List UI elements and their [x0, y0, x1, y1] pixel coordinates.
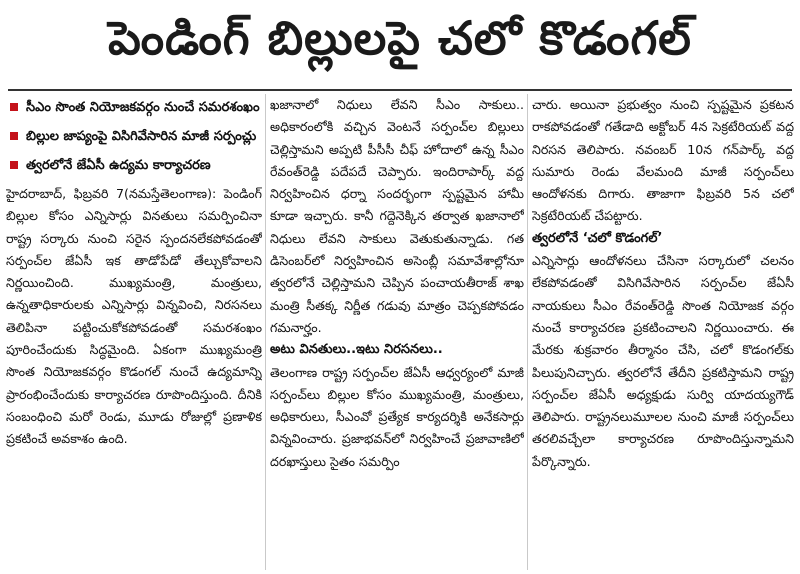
column-1 [6, 94, 262, 570]
article-paragraph: చారు. అయినా ప్రభుత్వం నుంచి స్పష్టమైన ప్రకటన రాకపోవడంతో గతేడాది అక్టోబర్ 4న సెక్రటేరియట్ వద్ద నిరసన తెలిపారు. నవంబర్ 10న గన్‌పార్క్ వద్ద సుమారు రెండు వేలమంది మాజీ సర్పంచ్‌లు ఆందోళనకు దిగారు. తాజాగా ఫిబ్రవరి 5న చలో సెక్రటేరియట్ చేపట్టారు. [532, 97, 794, 224]
highlight-bullet [6, 96, 262, 119]
column-divider [527, 94, 528, 570]
red-square-bullet-icon [10, 161, 18, 169]
article-paragraph: ఖజానాలో నిధులు లేవని సీఎం సాకులు.. అధికారంలోకి వచ్చిన వెంటనే సర్పంచ్‌ల బిల్లులు చెల్లిస్తామని అప్పటి పీసీసీ చీఫ్ హోదాలో ఉన్న సీఎం రేవంత్‌రెడ్డి పదేపదే చెప్పారు. ఇందిరాపార్క్ వద్ద నిర్వహించిన ధర్నా సందర్భంగా స్పష్టమైన హామీ కూడా ఇచ్చారు. కానీ గద్దెనెక్కిన తర్వాత ఖజానాలో నిధులు లేవని సాకులు వెతుకుతున్నాడు. గత డిసెంబర్‌లో నిర్వహించిన అసెంబ్లీ సమావేశాల్లోనూ త్వరలోనే చెల్లిస్తామని చెప్పిన పంచాయతీరాజ్ శాఖ మంత్రి సీతక్క నిర్ణీత గడువు మాత్రం చెప్పకపోవడం గమనార్హం. [270, 97, 524, 335]
highlight-text: బిల్లుల జాప్యంపై విసిగివేసారిన మాజీ సర్పంచ్లు [26, 129, 257, 144]
headline: పెండింగ్ బిల్లులపై చలో కొడంగల్ [108, 11, 692, 65]
column-divider [265, 94, 266, 570]
column-3 [532, 94, 794, 570]
article-paragraph: తెలంగాణ రాష్ట్ర సర్పంచ్‌ల జేఏసీ ఆధ్వర్యంలో మాజీ సర్పంచ్‌లు బిల్లుల కోసం ముఖ్యమంత్రి, మంత్రులు, అధికారులు, సీఎంవో ప్రత్యేక కార్యదర్శికి అనేకసార్లు విన్నవించారు. ప్రజాభవన్‌లో నిర్వహించే ప్రజావాణిలో దరఖాస్తులు సైతం సమర్పిం [270, 364, 524, 469]
highlight-text: సీఎం సొంత నియోజకవర్గం నుంచే సమరశంఖం [26, 100, 260, 115]
highlight-bullet [6, 125, 262, 148]
article-paragraph: ఎన్నిసార్లు ఆందోళనలు చేసినా సర్కారులో చలనం లేకపోవడంతో విసిగివేసారిన సర్పంచ్‌ల జేఏసీ నాయకులు సీఎం రేవంత్‌రెడ్డి సొంత నియోజక వర్గం నుంచే కార్యాచరణ ప్రకటించాలని నిర్ణయించారు. ఈ మేరకు శుక్రవారం తీర్మానం చేసి, చలో కొడంగల్‌కు పిలుపునిచ్చారు. త్వరలోనే తేదీని ప్రకటిస్తామని రాష్ట్ర సర్పంచ్‌ల జేఏసీ అధ్యక్షుడు సుర్వి యాదయ్యగౌడ్ తెలిపారు. రాష్ట్రనలుమూలల నుంచి మాజీ సర్పంచ్‌లు తరలివచ్చేలా కార్యాచరణ రూపొందిస్తున్నామని పేర్కొన్నారు. [532, 253, 794, 469]
section-subheading: అటు వినతులు..ఇటు నిరసనలు.. [270, 342, 443, 358]
section-subheading: త్వరలోనే ‘చలో కొడంగల్’ [532, 230, 663, 246]
red-square-bullet-icon [10, 132, 18, 140]
highlight-text: త్వరలోనే జేఏసీ ఉద్యమ కార్యాచరణ [26, 158, 211, 173]
headline-rule [8, 89, 792, 91]
red-square-bullet-icon [10, 103, 18, 111]
article-paragraph: హైదరాబాద్, ఫిబ్రవరి 7(నమస్తేతెలంగాణ): పెండింగ్ బిల్లుల కోసం ఎన్నిసార్లు వినతులు సమర్పించినా రాష్ట్ర సర్కారు నుంచి సరైన స్పందనలేకపోవడంతో సర్పంచ్‌ల జేఏసీ ఇక తాడోపేడో తేల్చుకోవాలని నిర్ణయించింది. ముఖ్యమంత్రి, మంత్రులు, ఉన్నతాధికారులకు ఎన్నిసార్లు విన్నవించి, నిరసనలు తెలిపినా పట్టించుకోకపోవడంతో సమరశంఖం పూరించేందుకు సిద్ధమైంది. ఏకంగా ముఖ్యమంత్రి సొంత నియోజకవర్గం కొడంగల్ నుంచే ఉద్యమాన్ని ప్రారంభించేందుకు కార్యాచరణ రూపొందిస్తుంది. దీనికి సంబంధించి మరో రెండు, మూడు రోజుల్లో ప్రణాళిక ప్రకటించే అవకాశం ఉంది. [6, 186, 262, 447]
highlight-bullet [6, 154, 262, 177]
column-2 [270, 94, 524, 570]
